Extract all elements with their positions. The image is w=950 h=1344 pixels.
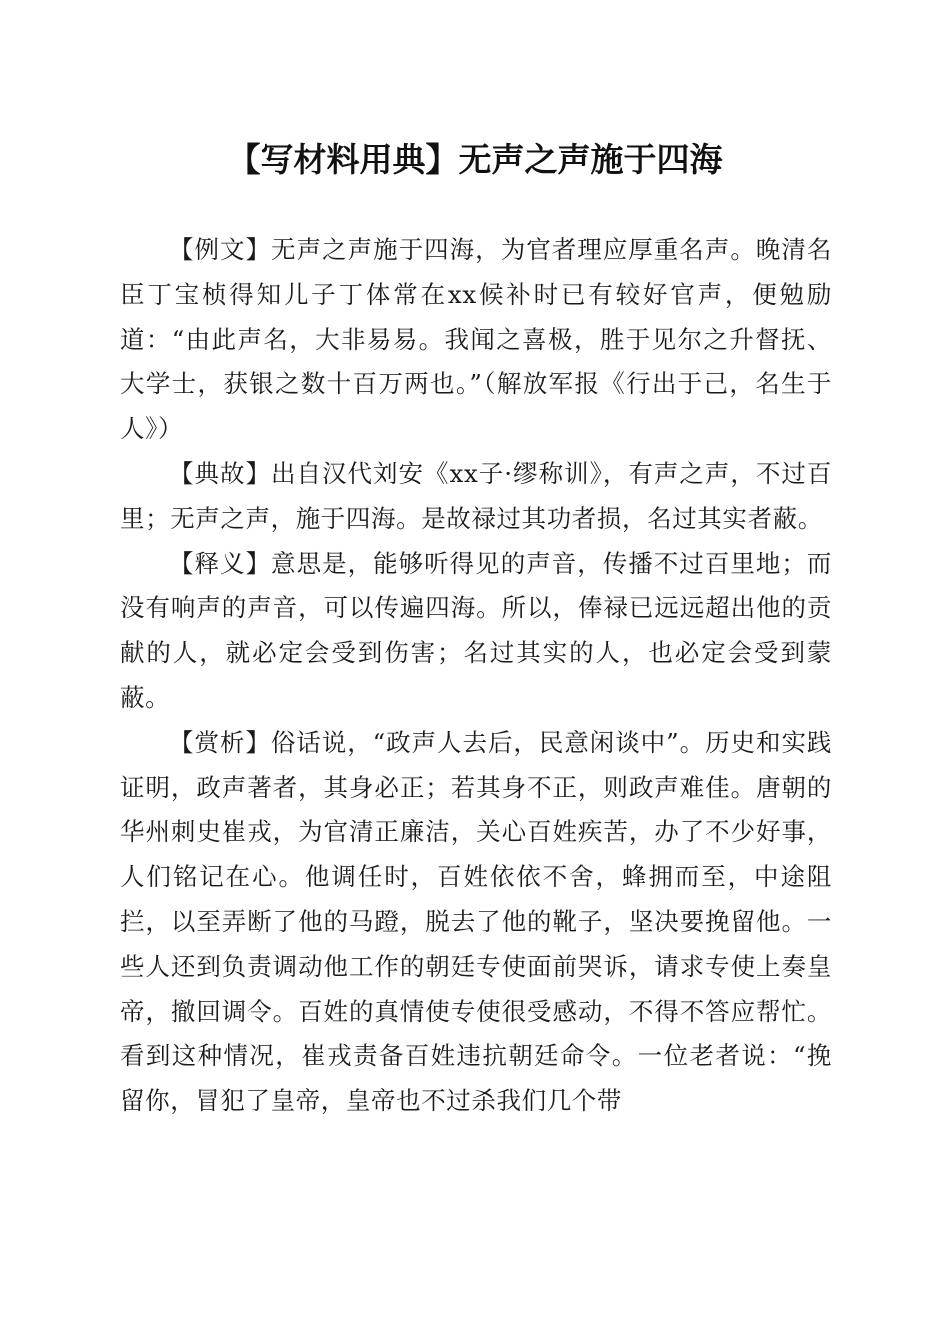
paragraph-appreciation: 【赏析】俗话说，“政声人去后，民意闲谈中”。历史和实践证明，政声著者，其身必正；若其身不正，则政声难佳。唐朝的华州刺史崔戎，为官清正廉洁，关心百姓疾苦，办了不少好事，人们铭记在心。他调任时，百姓依依不舍，蜂拥而至，中途阻拦，以至弄断了他的马蹬，脱去了他的靴子，坚决要挽留他。一些人还到负责调动他工作的朝廷专使面前哭诉，请求专使上奏皇帝，撤回调令。百姓的真情使专使很受感动，不得不答应帮忙。看到这种情况，崔戎责备百姓违抗朝廷命令。一位老者说：“挽留你，冒犯了皇帝，皇帝也不过杀我们几个带 bbox=[120, 727, 832, 1116]
document-body bbox=[120, 228, 832, 1124]
paragraph-interpretation: 【释义】意思是，能够听得见的声音，传播不过百里地；而没有响声的声音，可以传遍四海。所以，俸禄已远远超出他的贡献的人，就必定会受到伤害；名过其实的人，也必定会受到蒙蔽。 bbox=[120, 548, 832, 712]
paragraph-example: 【例文】无声之声施于四海，为官者理应厚重名声。晚清名臣丁宝桢得知儿子丁体常在xx候补时已有较好官声，便勉励道：“由此声名，大非易易。我闻之喜极，胜于见尔之升督抚、大学士，获银之数十百万两也。”（解放军报《行出于己，名生于人》） bbox=[120, 235, 832, 444]
document-title: 【写材料用典】无声之声施于四海 bbox=[227, 140, 723, 179]
paragraph-allusion: 【典故】出自汉代刘安《xx子·缪称训》，有声之声，不过百里；无声之声，施于四海。是故禄过其功者损，名过其实者蔽。 bbox=[120, 458, 832, 533]
